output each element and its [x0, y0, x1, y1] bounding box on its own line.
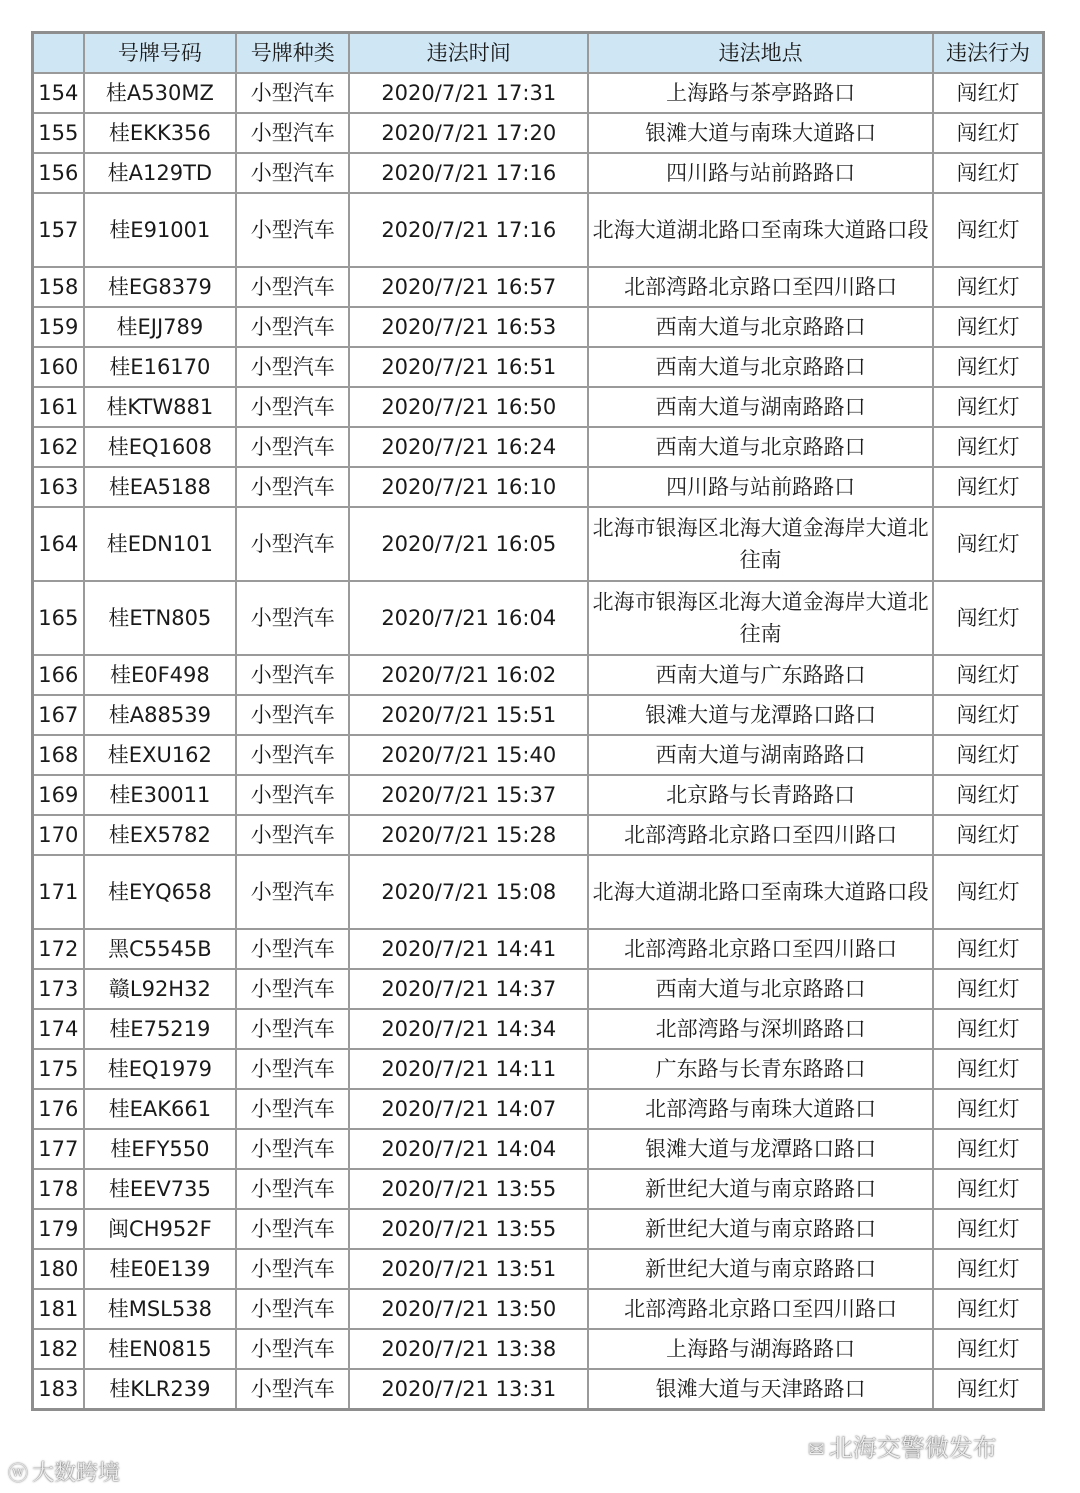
cell-violation-time: 2020/7/21 15:40	[349, 735, 588, 775]
cell-row-index: 163	[33, 467, 84, 507]
cell-violation-action: 闯红灯	[933, 73, 1043, 113]
cell-violation-time: 2020/7/21 13:55	[349, 1169, 588, 1209]
cell-violation-action: 闯红灯	[933, 581, 1043, 655]
cell-plate-type: 小型汽车	[236, 735, 349, 775]
cell-violation-time: 2020/7/21 14:04	[349, 1129, 588, 1169]
wechat-icon: ✉	[808, 1437, 825, 1461]
cell-plate-type: 小型汽车	[236, 1169, 349, 1209]
cell-violation-location: 北海大道湖北路口至南珠大道路口段	[588, 855, 933, 929]
cell-plate-number: 桂E0F498	[84, 655, 236, 695]
table-row	[33, 1249, 1044, 1289]
cell-plate-type: 小型汽车	[236, 1049, 349, 1089]
cell-violation-time: 2020/7/21 16:04	[349, 581, 588, 655]
cell-row-index: 182	[33, 1329, 84, 1369]
cell-violation-action: 闯红灯	[933, 815, 1043, 855]
cell-violation-location: 北京路与长青路路口	[588, 775, 933, 815]
cell-violation-time: 2020/7/21 14:34	[349, 1009, 588, 1049]
cell-plate-number: 桂E30011	[84, 775, 236, 815]
cell-plate-number: 桂EDN101	[84, 507, 236, 581]
cell-violation-time: 2020/7/21 16:24	[349, 427, 588, 467]
weibo-icon: ⓦ	[8, 1461, 28, 1485]
cell-violation-location: 上海路与湖海路路口	[588, 1329, 933, 1369]
cell-plate-type: 小型汽车	[236, 929, 349, 969]
cell-row-index: 154	[33, 73, 84, 113]
cell-row-index: 180	[33, 1249, 84, 1289]
table-row	[33, 387, 1044, 427]
cell-violation-location: 西南大道与北京路路口	[588, 307, 933, 347]
cell-plate-number: 桂A129TD	[84, 153, 236, 193]
table-row	[33, 735, 1044, 775]
cell-row-index: 156	[33, 153, 84, 193]
table-row	[33, 1049, 1044, 1089]
cell-plate-number: 桂A88539	[84, 695, 236, 735]
cell-row-index: 179	[33, 1209, 84, 1249]
cell-plate-type: 小型汽车	[236, 1089, 349, 1129]
cell-violation-time: 2020/7/21 14:41	[349, 929, 588, 969]
cell-violation-location: 新世纪大道与南京路路口	[588, 1169, 933, 1209]
cell-row-index: 171	[33, 855, 84, 929]
cell-violation-location: 北部湾路与深圳路路口	[588, 1009, 933, 1049]
cell-row-index: 177	[33, 1129, 84, 1169]
cell-violation-location: 北部湾路北京路口至四川路口	[588, 815, 933, 855]
cell-plate-number: 桂EAK661	[84, 1089, 236, 1129]
header-violation-location: 违法地点	[588, 33, 933, 74]
cell-violation-action: 闯红灯	[933, 1289, 1043, 1329]
cell-plate-number: 桂EA5188	[84, 467, 236, 507]
cell-violation-location: 上海路与茶亭路路口	[588, 73, 933, 113]
cell-violation-time: 2020/7/21 13:38	[349, 1329, 588, 1369]
cell-row-index: 173	[33, 969, 84, 1009]
cell-violation-time: 2020/7/21 15:28	[349, 815, 588, 855]
cell-row-index: 183	[33, 1369, 84, 1410]
cell-row-index: 161	[33, 387, 84, 427]
cell-plate-type: 小型汽车	[236, 73, 349, 113]
cell-row-index: 160	[33, 347, 84, 387]
cell-violation-action: 闯红灯	[933, 1329, 1043, 1369]
cell-violation-location: 北部湾路北京路口至四川路口	[588, 267, 933, 307]
cell-plate-number: 桂MSL538	[84, 1289, 236, 1329]
watermark-right	[808, 1428, 997, 1463]
table-row	[33, 113, 1044, 153]
cell-violation-action: 闯红灯	[933, 929, 1043, 969]
table-row	[33, 153, 1044, 193]
cell-violation-action: 闯红灯	[933, 1009, 1043, 1049]
table-row	[33, 73, 1044, 113]
cell-plate-type: 小型汽车	[236, 347, 349, 387]
cell-violation-action: 闯红灯	[933, 153, 1043, 193]
violations-table	[31, 31, 1045, 1411]
cell-plate-number: 闽CH952F	[84, 1209, 236, 1249]
cell-violation-time: 2020/7/21 14:37	[349, 969, 588, 1009]
cell-row-index: 174	[33, 1009, 84, 1049]
cell-row-index: 169	[33, 775, 84, 815]
table-row	[33, 427, 1044, 467]
cell-violation-location: 新世纪大道与南京路路口	[588, 1249, 933, 1289]
cell-violation-action: 闯红灯	[933, 347, 1043, 387]
cell-violation-location: 银滩大道与龙潭路口路口	[588, 695, 933, 735]
watermark-right-text: 北海交警微发布	[828, 1434, 997, 1462]
cell-violation-location: 北部湾路与南珠大道路口	[588, 1089, 933, 1129]
cell-violation-action: 闯红灯	[933, 193, 1043, 267]
cell-plate-number: 桂EYQ658	[84, 855, 236, 929]
cell-violation-location: 西南大道与北京路路口	[588, 427, 933, 467]
cell-violation-action: 闯红灯	[933, 427, 1043, 467]
cell-plate-number: 赣L92H32	[84, 969, 236, 1009]
cell-plate-type: 小型汽车	[236, 467, 349, 507]
cell-row-index: 178	[33, 1169, 84, 1209]
cell-plate-type: 小型汽车	[236, 1249, 349, 1289]
cell-plate-number: 桂EKK356	[84, 113, 236, 153]
cell-violation-location: 西南大道与湖南路路口	[588, 387, 933, 427]
cell-violation-time: 2020/7/21 15:51	[349, 695, 588, 735]
cell-plate-type: 小型汽车	[236, 193, 349, 267]
cell-plate-number: 桂E0E139	[84, 1249, 236, 1289]
cell-violation-location: 北部湾路北京路口至四川路口	[588, 1289, 933, 1329]
cell-plate-number: 黑C5545B	[84, 929, 236, 969]
cell-violation-action: 闯红灯	[933, 1049, 1043, 1089]
cell-violation-location: 广东路与长青东路路口	[588, 1049, 933, 1089]
table-row	[33, 467, 1044, 507]
cell-row-index: 170	[33, 815, 84, 855]
cell-violation-action: 闯红灯	[933, 1369, 1043, 1410]
cell-violation-location: 北部湾路北京路口至四川路口	[588, 929, 933, 969]
cell-violation-time: 2020/7/21 16:05	[349, 507, 588, 581]
table-row	[33, 581, 1044, 655]
cell-violation-time: 2020/7/21 13:51	[349, 1249, 588, 1289]
table-row	[33, 929, 1044, 969]
cell-violation-location: 西南大道与北京路路口	[588, 347, 933, 387]
cell-row-index: 157	[33, 193, 84, 267]
cell-violation-location: 银滩大道与天津路路口	[588, 1369, 933, 1410]
watermark-left-text: 大数跨境	[32, 1461, 121, 1486]
cell-plate-number: 桂EXU162	[84, 735, 236, 775]
cell-row-index: 159	[33, 307, 84, 347]
cell-plate-type: 小型汽车	[236, 655, 349, 695]
cell-plate-type: 小型汽车	[236, 153, 349, 193]
cell-plate-type: 小型汽车	[236, 815, 349, 855]
cell-plate-type: 小型汽车	[236, 113, 349, 153]
cell-violation-time: 2020/7/21 14:11	[349, 1049, 588, 1089]
table-row	[33, 507, 1044, 581]
cell-violation-action: 闯红灯	[933, 655, 1043, 695]
cell-plate-number: 桂E91001	[84, 193, 236, 267]
cell-violation-action: 闯红灯	[933, 307, 1043, 347]
table-row	[33, 969, 1044, 1009]
cell-plate-type: 小型汽车	[236, 1209, 349, 1249]
cell-violation-location: 北海大道湖北路口至南珠大道路口段	[588, 193, 933, 267]
cell-violation-action: 闯红灯	[933, 267, 1043, 307]
cell-violation-time: 2020/7/21 17:16	[349, 193, 588, 267]
table-row	[33, 815, 1044, 855]
cell-violation-time: 2020/7/21 16:57	[349, 267, 588, 307]
cell-violation-location: 西南大道与广东路路口	[588, 655, 933, 695]
cell-violation-time: 2020/7/21 15:08	[349, 855, 588, 929]
cell-plate-number: 桂EX5782	[84, 815, 236, 855]
cell-violation-location: 四川路与站前路路口	[588, 153, 933, 193]
cell-plate-type: 小型汽车	[236, 1289, 349, 1329]
cell-violation-action: 闯红灯	[933, 855, 1043, 929]
cell-violation-action: 闯红灯	[933, 387, 1043, 427]
header-plate-number: 号牌号码	[84, 33, 236, 74]
table-body	[33, 73, 1044, 1410]
table-row	[33, 1169, 1044, 1209]
cell-violation-action: 闯红灯	[933, 1129, 1043, 1169]
cell-row-index: 167	[33, 695, 84, 735]
cell-plate-number: 桂E75219	[84, 1009, 236, 1049]
cell-violation-location: 银滩大道与南珠大道路口	[588, 113, 933, 153]
cell-violation-time: 2020/7/21 17:20	[349, 113, 588, 153]
cell-plate-type: 小型汽车	[236, 387, 349, 427]
cell-plate-number: 桂EN0815	[84, 1329, 236, 1369]
cell-plate-type: 小型汽车	[236, 1329, 349, 1369]
cell-row-index: 164	[33, 507, 84, 581]
table-header-row	[33, 33, 1044, 74]
table-row	[33, 193, 1044, 267]
cell-violation-action: 闯红灯	[933, 969, 1043, 1009]
header-violation-time: 违法时间	[349, 33, 588, 74]
cell-row-index: 158	[33, 267, 84, 307]
cell-row-index: 181	[33, 1289, 84, 1329]
cell-violation-action: 闯红灯	[933, 507, 1043, 581]
cell-plate-type: 小型汽车	[236, 1129, 349, 1169]
table-row	[33, 1129, 1044, 1169]
cell-violation-location: 北海市银海区北海大道金海岸大道北往南	[588, 581, 933, 655]
cell-plate-type: 小型汽车	[236, 969, 349, 1009]
cell-violation-action: 闯红灯	[933, 1089, 1043, 1129]
cell-row-index: 155	[33, 113, 84, 153]
cell-plate-type: 小型汽车	[236, 695, 349, 735]
cell-violation-action: 闯红灯	[933, 467, 1043, 507]
table-row	[33, 267, 1044, 307]
cell-violation-action: 闯红灯	[933, 775, 1043, 815]
cell-plate-type: 小型汽车	[236, 581, 349, 655]
cell-row-index: 172	[33, 929, 84, 969]
cell-row-index: 168	[33, 735, 84, 775]
header-plate-type: 号牌种类	[236, 33, 349, 74]
cell-violation-time: 2020/7/21 13:50	[349, 1289, 588, 1329]
cell-violation-time: 2020/7/21 13:55	[349, 1209, 588, 1249]
cell-plate-number: 桂E16170	[84, 347, 236, 387]
cell-plate-number: 桂EEV735	[84, 1169, 236, 1209]
cell-plate-type: 小型汽车	[236, 775, 349, 815]
cell-row-index: 175	[33, 1049, 84, 1089]
cell-plate-type: 小型汽车	[236, 507, 349, 581]
cell-row-index: 162	[33, 427, 84, 467]
cell-plate-number: 桂EJJ789	[84, 307, 236, 347]
table-row	[33, 307, 1044, 347]
cell-violation-time: 2020/7/21 16:02	[349, 655, 588, 695]
cell-violation-time: 2020/7/21 16:53	[349, 307, 588, 347]
cell-plate-number: 桂A530MZ	[84, 73, 236, 113]
cell-violation-action: 闯红灯	[933, 735, 1043, 775]
header-index	[33, 33, 84, 74]
cell-violation-location: 银滩大道与龙潭路口路口	[588, 1129, 933, 1169]
table-row	[33, 347, 1044, 387]
cell-violation-action: 闯红灯	[933, 1249, 1043, 1289]
cell-plate-type: 小型汽车	[236, 855, 349, 929]
cell-violation-action: 闯红灯	[933, 113, 1043, 153]
cell-plate-number: 桂ETN805	[84, 581, 236, 655]
cell-violation-location: 四川路与站前路路口	[588, 467, 933, 507]
cell-violation-location: 西南大道与北京路路口	[588, 969, 933, 1009]
cell-violation-action: 闯红灯	[933, 1209, 1043, 1249]
cell-violation-time: 2020/7/21 16:10	[349, 467, 588, 507]
cell-violation-action: 闯红灯	[933, 695, 1043, 735]
cell-violation-time: 2020/7/21 17:31	[349, 73, 588, 113]
table-row	[33, 775, 1044, 815]
cell-plate-number: 桂EQ1608	[84, 427, 236, 467]
cell-violation-time: 2020/7/21 16:51	[349, 347, 588, 387]
header-violation-action: 违法行为	[933, 33, 1043, 74]
cell-row-index: 166	[33, 655, 84, 695]
cell-plate-number: 桂EQ1979	[84, 1049, 236, 1089]
table-row	[33, 695, 1044, 735]
cell-plate-type: 小型汽车	[236, 267, 349, 307]
cell-violation-action: 闯红灯	[933, 1169, 1043, 1209]
cell-row-index: 165	[33, 581, 84, 655]
cell-violation-time: 2020/7/21 13:31	[349, 1369, 588, 1410]
watermark-left	[8, 1456, 120, 1487]
cell-plate-type: 小型汽车	[236, 1009, 349, 1049]
cell-plate-type: 小型汽车	[236, 307, 349, 347]
cell-violation-location: 北海市银海区北海大道金海岸大道北往南	[588, 507, 933, 581]
cell-plate-number: 桂EFY550	[84, 1129, 236, 1169]
cell-plate-number: 桂KTW881	[84, 387, 236, 427]
table-row	[33, 1369, 1044, 1410]
cell-plate-type: 小型汽车	[236, 427, 349, 467]
table-row	[33, 1209, 1044, 1249]
cell-violation-location: 新世纪大道与南京路路口	[588, 1209, 933, 1249]
cell-violation-time: 2020/7/21 17:16	[349, 153, 588, 193]
cell-violation-time: 2020/7/21 14:07	[349, 1089, 588, 1129]
cell-plate-type: 小型汽车	[236, 1369, 349, 1410]
cell-violation-time: 2020/7/21 15:37	[349, 775, 588, 815]
table-row	[33, 655, 1044, 695]
table-row	[33, 1289, 1044, 1329]
cell-plate-number: 桂KLR239	[84, 1369, 236, 1410]
cell-violation-location: 西南大道与湖南路路口	[588, 735, 933, 775]
table-row	[33, 1329, 1044, 1369]
table-row	[33, 1009, 1044, 1049]
cell-violation-time: 2020/7/21 16:50	[349, 387, 588, 427]
table-row	[33, 1089, 1044, 1129]
cell-row-index: 176	[33, 1089, 84, 1129]
cell-plate-number: 桂EG8379	[84, 267, 236, 307]
table-row	[33, 855, 1044, 929]
